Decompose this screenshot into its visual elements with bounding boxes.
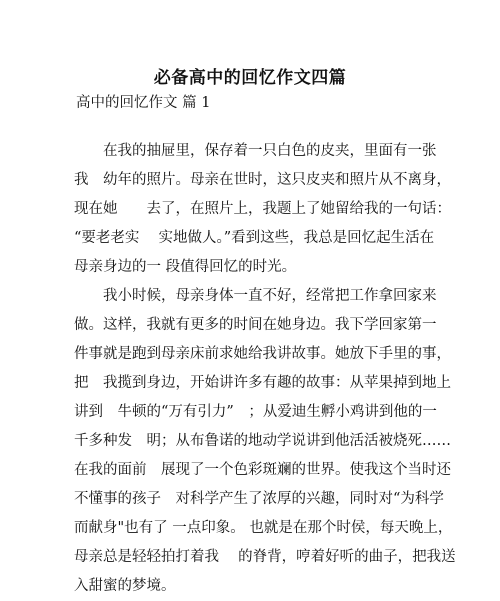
paragraph-line: 而献身"也有了 一点印象。 也就是在那个时侯，每天晚上， [74,520,453,536]
paragraph-line: 做。这样，我就有更多的时间在她身边。我下学回家第一 [74,317,437,333]
document-title: 必备高中的回忆作文四篇 [153,68,347,88]
paragraph-line: 我 幼年的照片。母亲在世时，这只皮夹和照片从不离身， [74,172,451,188]
paragraph-line: 不懂事的孩子 对科学产生了浓厚的兴趣，同时对“为科学 [74,491,444,507]
paragraph-line: 母亲身边的一 段值得回忆的时光。 [74,259,297,275]
paragraph-line: 在我的面前 展现了一个色彩斑斓的世界。使我这个当时还 [74,462,451,478]
paragraph-line: 把 我揽到身边，开始讲许多有趣的故事：从苹果掉到地上 [74,375,451,391]
paragraph-line: 在我的抽屉里，保存着一只白色的皮夹，里面有一张 [74,143,437,159]
paragraph-line: 现在她 去了，在照片上，我题上了她留给我的一句话： [74,201,451,217]
section-heading: 高中的回忆作文 篇 1 [76,95,211,111]
paragraph-line: 母亲总是轻轻拍打着我 的脊背，哼着好听的曲子，把我送 [74,549,456,565]
paragraph-line: “要老老实 实地做人。”看到这些，我总是回忆起生活在 [74,230,435,246]
paragraph-line: 我小时候，母亲身体一直不好，经常把工作拿回家来 [74,288,437,304]
paragraph-line: 件事就是跑到母亲床前求她给我讲故事。她放下手里的事， [74,346,451,362]
paragraph-line: 入甜蜜的梦境。 [74,578,176,594]
paragraph-line: 讲到 牛顿的“万有引力” ；从爱迪生孵小鸡讲到他的一 [74,404,437,420]
paragraph-line: 千多种发 明；从布鲁诺的地动学说讲到他活活被烧死…… [74,433,451,449]
document-body [74,137,456,601]
